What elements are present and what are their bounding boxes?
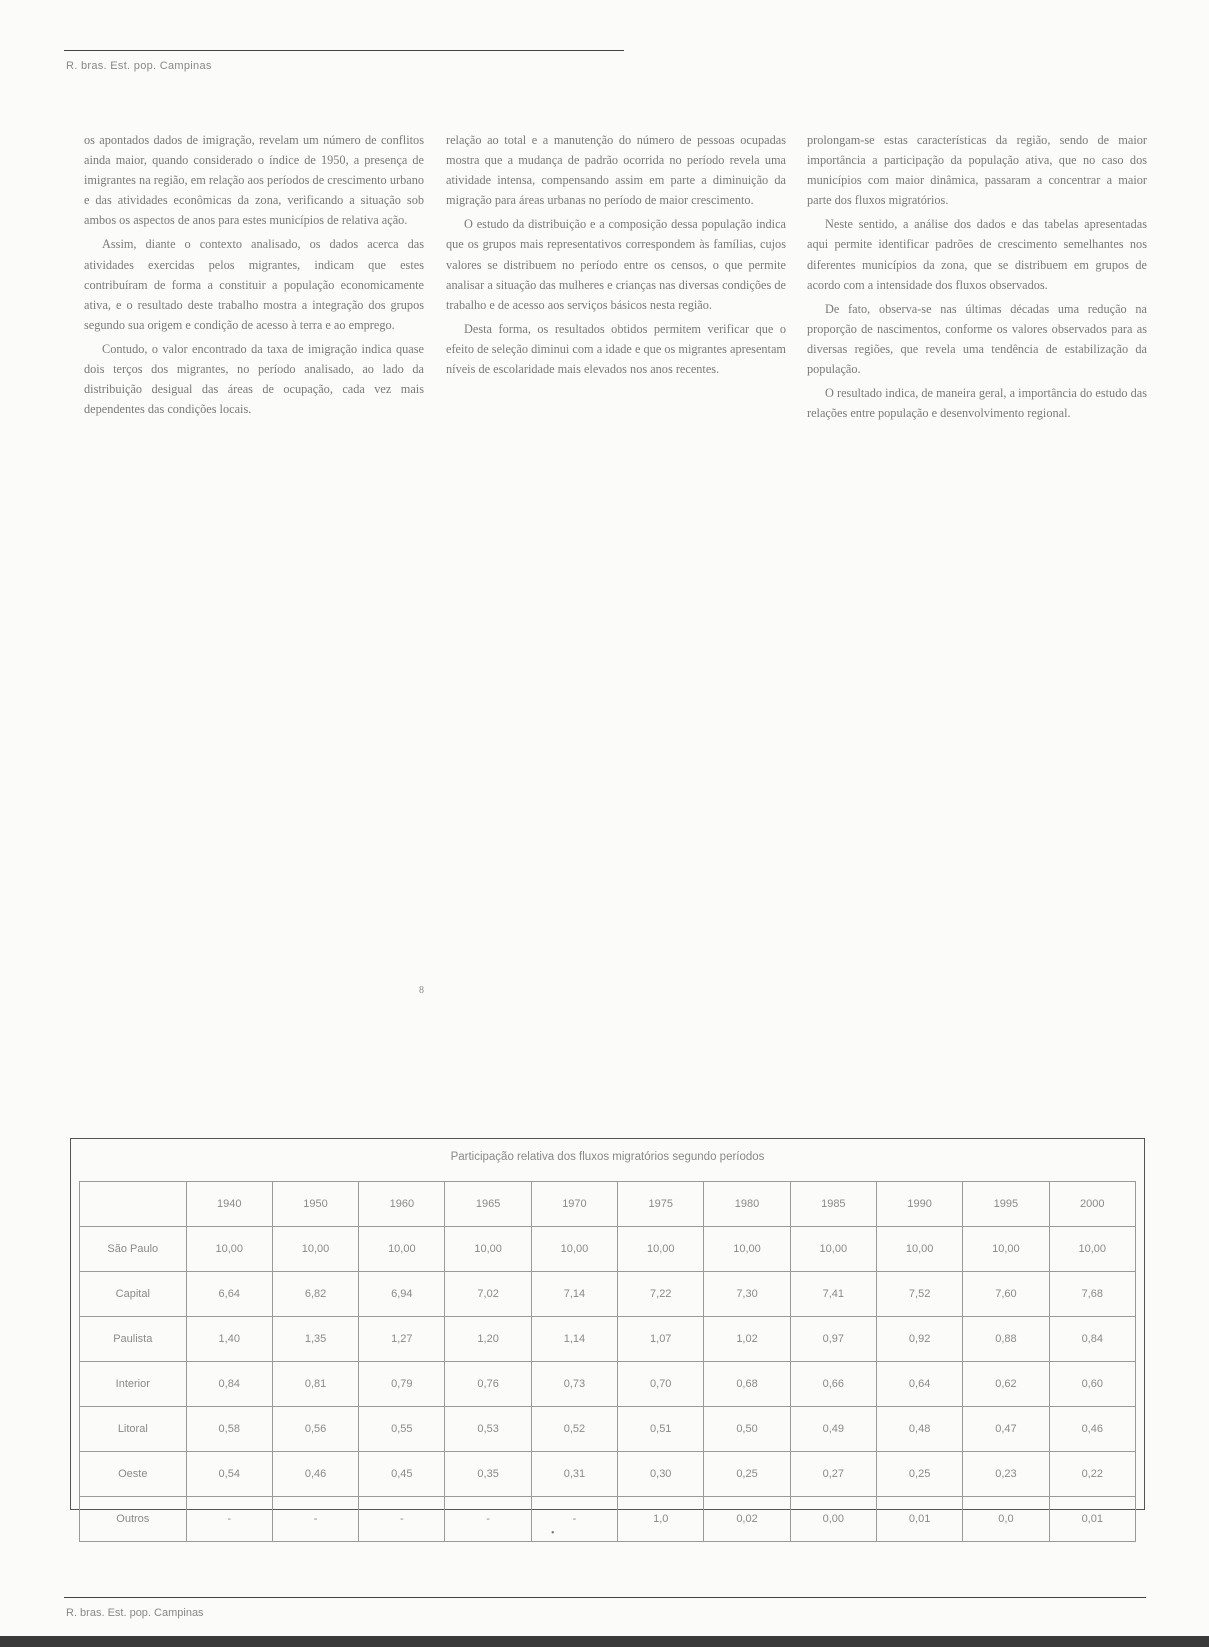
table-cell: 7,41 <box>790 1272 876 1317</box>
table-caption: Participação relativa dos fluxos migratórios segundo períodos <box>450 1151 765 1163</box>
paragraph: O estudo da distribuição e a composição dessa população indica que os grupos mais representativos correspondem às famílias, cujos valores se distribuem no período entre os censos, o que permite analisar a situação das mulheres e crianças nas diversas condições de trabalho e de acesso aos serviços básicos nesta região. <box>446 217 786 312</box>
row-label: São Paulo <box>80 1227 187 1272</box>
row-label: Paulista <box>80 1317 187 1362</box>
table-cell: 1,14 <box>531 1317 617 1362</box>
paragraph: prolongam-se estas características da região, sendo de maior importância a participação da população ativa, que no caso dos municípios com maior dinâmica, passaram a concentrar a maior parte dos fluxos migratórios. <box>807 133 1147 208</box>
table-cell: 10,00 <box>1049 1227 1135 1272</box>
header-cell: 2000 <box>1049 1182 1135 1227</box>
table-cell: 0,35 <box>445 1452 531 1497</box>
table-cell: 6,94 <box>359 1272 445 1317</box>
table-cell: 1,07 <box>618 1317 704 1362</box>
table-cell: - <box>359 1497 445 1542</box>
table-cell: - <box>186 1497 272 1542</box>
table-cell: 0,22 <box>1049 1452 1135 1497</box>
table-cell: 0,51 <box>618 1407 704 1452</box>
bottom-rule <box>64 1597 1146 1598</box>
table-cell: 10,00 <box>359 1227 445 1272</box>
table-cell: 0,76 <box>445 1362 531 1407</box>
margin-mark: 8 <box>419 985 424 996</box>
table-cell: 7,02 <box>445 1272 531 1317</box>
table-cell: 10,00 <box>963 1227 1049 1272</box>
header-cell: 1990 <box>876 1182 962 1227</box>
data-table-frame <box>70 1138 1145 1525</box>
table-cell: 0,64 <box>876 1362 962 1407</box>
table-cell: - <box>272 1497 358 1542</box>
table-cell: 0,62 <box>963 1362 1049 1407</box>
header-cell: 1985 <box>790 1182 876 1227</box>
table-row <box>80 1227 1136 1272</box>
row-label: Interior <box>80 1362 187 1407</box>
running-head: R. bras. Est. pop. Campinas <box>66 60 212 72</box>
table-cell: 0,97 <box>790 1317 876 1362</box>
row-label: Capital <box>80 1272 187 1317</box>
paragraph: O resultado indica, de maneira geral, a importância do estudo das relações entre população e desenvolvimento regional. <box>807 386 1147 421</box>
table-cell: 0,30 <box>618 1452 704 1497</box>
table-cell: 0,79 <box>359 1362 445 1407</box>
table-cell: 0,60 <box>1049 1362 1135 1407</box>
table-cell: 7,14 <box>531 1272 617 1317</box>
table-cell: 7,68 <box>1049 1272 1135 1317</box>
table-cell: 0,50 <box>704 1407 790 1452</box>
table-cell: 1,40 <box>186 1317 272 1362</box>
table-cell: 10,00 <box>618 1227 704 1272</box>
table-cell: 0,0 <box>963 1497 1049 1542</box>
table-cell: 0,88 <box>963 1317 1049 1362</box>
table-cell: 10,00 <box>186 1227 272 1272</box>
data-table <box>79 1181 1136 1542</box>
table-cell: 0,53 <box>445 1407 531 1452</box>
table-cell: 0,25 <box>704 1452 790 1497</box>
table-cell: 1,27 <box>359 1317 445 1362</box>
header-cell: 1970 <box>531 1182 617 1227</box>
table-cell: 0,31 <box>531 1452 617 1497</box>
table-cell: - <box>531 1497 617 1542</box>
text-column-1 <box>84 130 424 1115</box>
table-cell: 0,47 <box>963 1407 1049 1452</box>
table-cell: 0,49 <box>790 1407 876 1452</box>
table-cell: 0,01 <box>1049 1497 1135 1542</box>
header-cell: 1960 <box>359 1182 445 1227</box>
paragraph: Assim, diante o contexto analisado, os dados acerca das atividades exercidas pelos migrantes, indicam que estes contribuíram de forma a constituir a população economicamente ativa, e o resultado deste trabalho mostra a integração dos grupos segundo sua origem e condição de acesso à terra e ao emprego. <box>84 237 424 332</box>
table-cell: 0,54 <box>186 1452 272 1497</box>
table-cell: 0,58 <box>186 1407 272 1452</box>
table-cell: 0,84 <box>186 1362 272 1407</box>
table-cell: 0,01 <box>876 1497 962 1542</box>
table-cell: 0,66 <box>790 1362 876 1407</box>
header-cell: 1995 <box>963 1182 1049 1227</box>
table-cell: 10,00 <box>272 1227 358 1272</box>
table-cell: 0,23 <box>963 1452 1049 1497</box>
table-cell: 0,25 <box>876 1452 962 1497</box>
table-cell: 0,45 <box>359 1452 445 1497</box>
table-cell: 0,70 <box>618 1362 704 1407</box>
table-cell: 10,00 <box>876 1227 962 1272</box>
table-cell: - <box>445 1497 531 1542</box>
table-cell: 0,46 <box>1049 1407 1135 1452</box>
table-cell: 7,60 <box>963 1272 1049 1317</box>
header-cell: 1975 <box>618 1182 704 1227</box>
row-label: Outros <box>80 1497 187 1542</box>
top-rule <box>64 50 624 51</box>
text-column-3 <box>807 130 1147 1115</box>
table-row <box>80 1497 1136 1542</box>
table-cell: 0,92 <box>876 1317 962 1362</box>
paragraph: Neste sentido, a análise dos dados e das tabelas apresentadas aqui permite identificar padrões de crescimento semelhantes nos diferentes municípios da zona, que se distribuem em grupos de acordo com a intensidade dos fluxos observados. <box>807 217 1147 292</box>
header-cell: 1965 <box>445 1182 531 1227</box>
table-cell: 1,0 <box>618 1497 704 1542</box>
table-row <box>80 1272 1136 1317</box>
table-cell: 0,27 <box>790 1452 876 1497</box>
table-cell: 10,00 <box>704 1227 790 1272</box>
table-cell: 10,00 <box>445 1227 531 1272</box>
paragraph: os apontados dados de imigração, revelam um número de conflitos ainda maior, quando considerado o índice de 1950, a presença de imigrantes na região, em relação aos períodos de crescimento urbano e das atividades econômicas da zona, verificando a situação sob ambos os aspectos de anos para estes municípios de relativa ação. <box>84 133 424 228</box>
table-cell: 10,00 <box>531 1227 617 1272</box>
table-cell: 0,55 <box>359 1407 445 1452</box>
paragraph: relação ao total e a manutenção do número de pessoas ocupadas mostra que a mudança de padrão ocorrida no período revela uma atividade intensa, compensando assim em parte a diminuição da migração para áreas urbanas no período de maior crescimento. <box>446 133 786 208</box>
table-row <box>80 1407 1136 1452</box>
table-row <box>80 1317 1136 1362</box>
table-cell: 7,22 <box>618 1272 704 1317</box>
bottom-band <box>0 1636 1209 1647</box>
table-cell: 10,00 <box>790 1227 876 1272</box>
table-row <box>80 1362 1136 1407</box>
footer-dot: • <box>551 1528 555 1539</box>
table-cell: 0,46 <box>272 1452 358 1497</box>
table-cell: 6,82 <box>272 1272 358 1317</box>
text-column-2 <box>446 130 786 1115</box>
table-cell: 0,84 <box>1049 1317 1135 1362</box>
paragraph: De fato, observa-se nas últimas décadas uma redução na proporção de nascimentos, conforme os valores observados para as diversas regiões, que revela uma tendência de estabilização da população. <box>807 301 1147 377</box>
table-cell: 0,81 <box>272 1362 358 1407</box>
table-cell: 0,02 <box>704 1497 790 1542</box>
row-label: Litoral <box>80 1407 187 1452</box>
table-cell: 6,64 <box>186 1272 272 1317</box>
header-cell: 1980 <box>704 1182 790 1227</box>
header-cell: 1940 <box>186 1182 272 1227</box>
footer: R. bras. Est. pop. Campinas <box>66 1607 204 1619</box>
table-cell: 0,48 <box>876 1407 962 1452</box>
table-cell: 0,73 <box>531 1362 617 1407</box>
paragraph: Desta forma, os resultados obtidos permitem verificar que o efeito de seleção diminui com a idade e que os migrantes apresentam níveis de escolaridade mais elevados nos anos recentes. <box>446 321 786 377</box>
header-cell: 1950 <box>272 1182 358 1227</box>
table-cell: 1,02 <box>704 1317 790 1362</box>
table-cell: 0,56 <box>272 1407 358 1452</box>
table-cell: 7,52 <box>876 1272 962 1317</box>
table-cell: 0,68 <box>704 1362 790 1407</box>
table-cell: 0,52 <box>531 1407 617 1452</box>
table-cell: 1,20 <box>445 1317 531 1362</box>
table-row <box>80 1452 1136 1497</box>
table-header-row <box>80 1182 1136 1227</box>
table-cell: 0,00 <box>790 1497 876 1542</box>
row-label: Oeste <box>80 1452 187 1497</box>
paragraph: Contudo, o valor encontrado da taxa de imigração indica quase dois terços dos migrantes, no período analisado, ao lado da distribuição desigual das áreas de ocupação, cada vez mais dependentes das condições locais. <box>84 341 424 417</box>
table-cell: 1,35 <box>272 1317 358 1362</box>
table-cell: 7,30 <box>704 1272 790 1317</box>
header-cell <box>80 1182 187 1227</box>
